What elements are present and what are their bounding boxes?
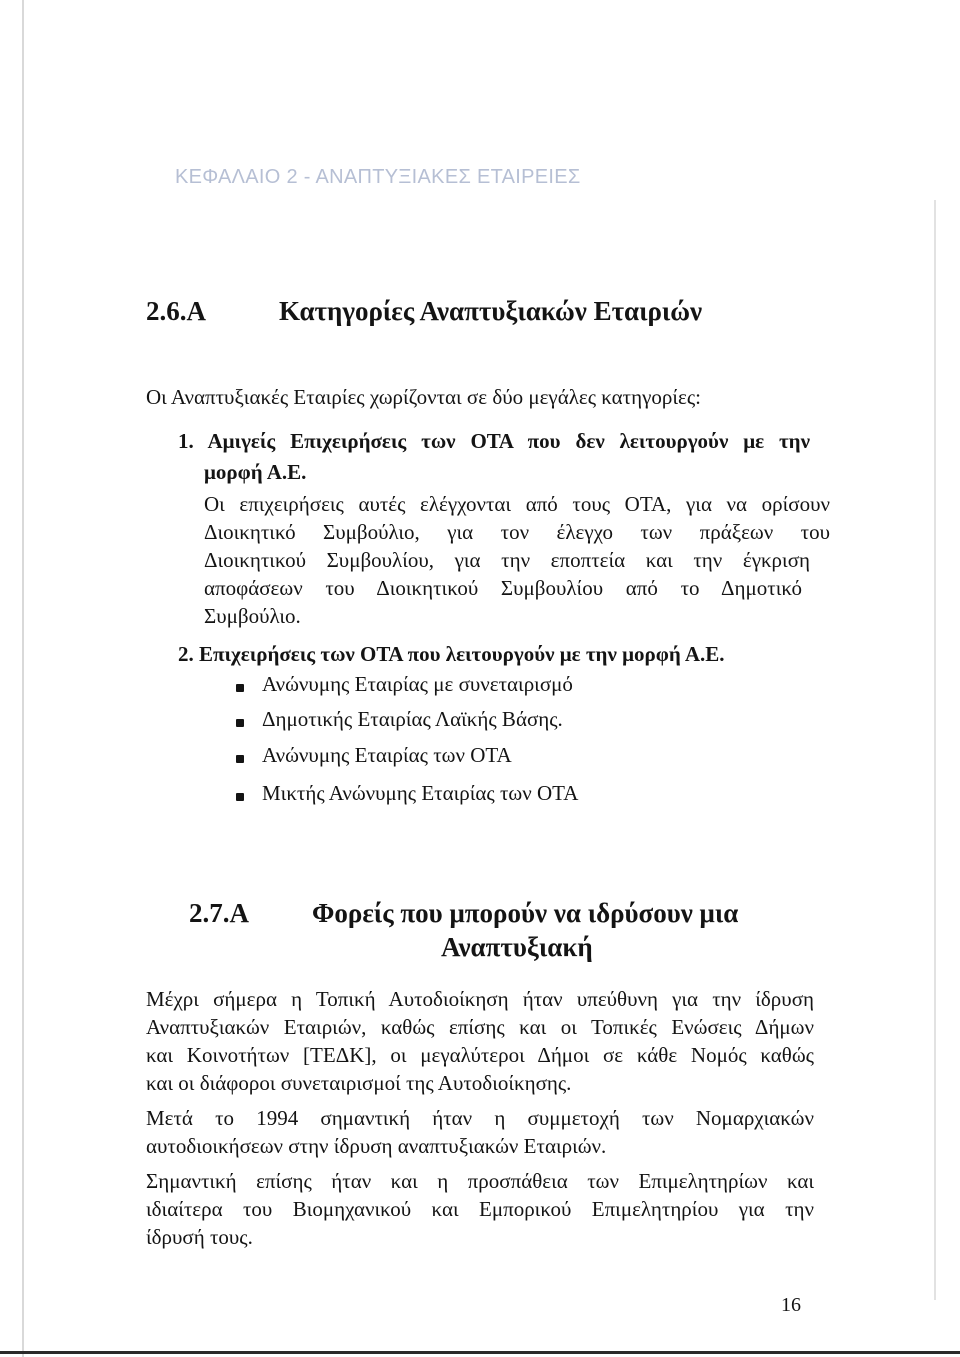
list-item: Ανώνυμης Εταιρίας των ΟΤΑ bbox=[262, 743, 512, 767]
category-1-heading-line2: μορφή Α.Ε. bbox=[204, 460, 307, 484]
paragraph-3-line: Σημαντική επίσης ήταν και η προσπάθεια των Επιμελητηρίων και bbox=[146, 1169, 814, 1193]
scan-edge-left bbox=[22, 0, 24, 1357]
paragraph-1-line: Αναπτυξιακών Εταιριών, καθώς επίσης και οι Τοπικές Ενώσεις Δήμων bbox=[146, 1015, 814, 1039]
bullet-icon bbox=[236, 684, 244, 692]
list-item: Μικτής Ανώνυμης Εταιρίας των ΟΤΑ bbox=[262, 781, 579, 805]
bullet-icon bbox=[236, 755, 244, 763]
page-number: 16 bbox=[781, 1294, 801, 1316]
section-26-intro: Οι Αναπτυξιακές Εταιρίες χωρίζονται σε δύο μεγάλες κατηγορίες: bbox=[146, 385, 701, 409]
bullet-icon bbox=[236, 793, 244, 801]
paragraph-3-line: ίδρυσή τους. bbox=[146, 1225, 253, 1249]
scan-edge-bottom bbox=[0, 1351, 960, 1354]
section-27-title-line2: Αναπτυξιακή bbox=[441, 932, 593, 962]
paragraph-1-line: Μέχρι σήμερα η Τοπική Αυτοδιοίκηση ήταν υπεύθυνη για την ίδρυση bbox=[146, 987, 814, 1011]
category-1-desc-line: Συμβούλιο. bbox=[204, 604, 301, 628]
section-27-title-line1: Φορείς που μπορούν να ιδρύσουν μια bbox=[312, 898, 739, 928]
paragraph-2-line: αυτοδιοικήσεων στην ίδρυση αναπτυξιακών Εταιριών. bbox=[146, 1134, 607, 1158]
category-1-heading-line1: 1. Αμιγείς Επιχειρήσεις των ΟΤΑ που δεν λειτουργούν με την bbox=[178, 429, 810, 453]
paragraph-1-line: και οι διάφοροι συνεταιρισμοί της Αυτοδιοίκησης. bbox=[146, 1071, 572, 1095]
section-26-number: 2.6.Α bbox=[146, 296, 206, 326]
section-26-title: Κατηγορίες Αναπτυξιακών Εταιριών bbox=[279, 296, 703, 326]
paragraph-1-line: και Κοινοτήτων [ΤΕΔΚ], οι μεγαλύτεροι Δήμοι σε κάθε Νομός καθώς bbox=[146, 1043, 814, 1067]
category-1-desc-line: αποφάσεων του Διοικητικού Συμβουλίου από το Δημοτικό bbox=[204, 576, 802, 600]
paragraph-2-line: Μετά το 1994 σημαντική ήταν η συμμετοχή των Νομαρχιακών bbox=[146, 1106, 814, 1130]
category-1-desc-line: Οι επιχειρήσεις αυτές ελέγχονται από τους ΟΤΑ, για να ορίσουν bbox=[204, 492, 830, 516]
paragraph-3-line: ιδιαίτερα του Βιομηχανικού και Εμπορικού Επιμελητηρίου για την bbox=[146, 1197, 814, 1221]
category-1-desc-line: Διοικητικού Συμβουλίου, για την εποπτεία και την έγκριση bbox=[204, 548, 810, 572]
category-2-heading: 2. Επιχειρήσεις των ΟΤΑ που λειτουργούν με την μορφή Α.Ε. bbox=[178, 642, 725, 666]
list-item: Δημοτικής Εταιρίας Λαϊκής Βάσης. bbox=[262, 707, 563, 731]
scan-edge-right bbox=[934, 200, 936, 1300]
bullet-icon bbox=[236, 719, 244, 727]
category-1-desc-line: Διοικητικό Συμβούλιο, για τον έλεγχο των πράξεων του bbox=[204, 520, 830, 544]
list-item: Ανώνυμης Εταιρίας με συνεταιρισμό bbox=[262, 672, 573, 696]
section-27-number: 2.7.Α bbox=[189, 898, 249, 928]
chapter-header: ΚΕΦΑΛΑΙΟ 2 - ΑΝΑΠΤΥΞΙΑΚΕΣ ΕΤΑΙΡΕΙΕΣ bbox=[175, 166, 581, 188]
